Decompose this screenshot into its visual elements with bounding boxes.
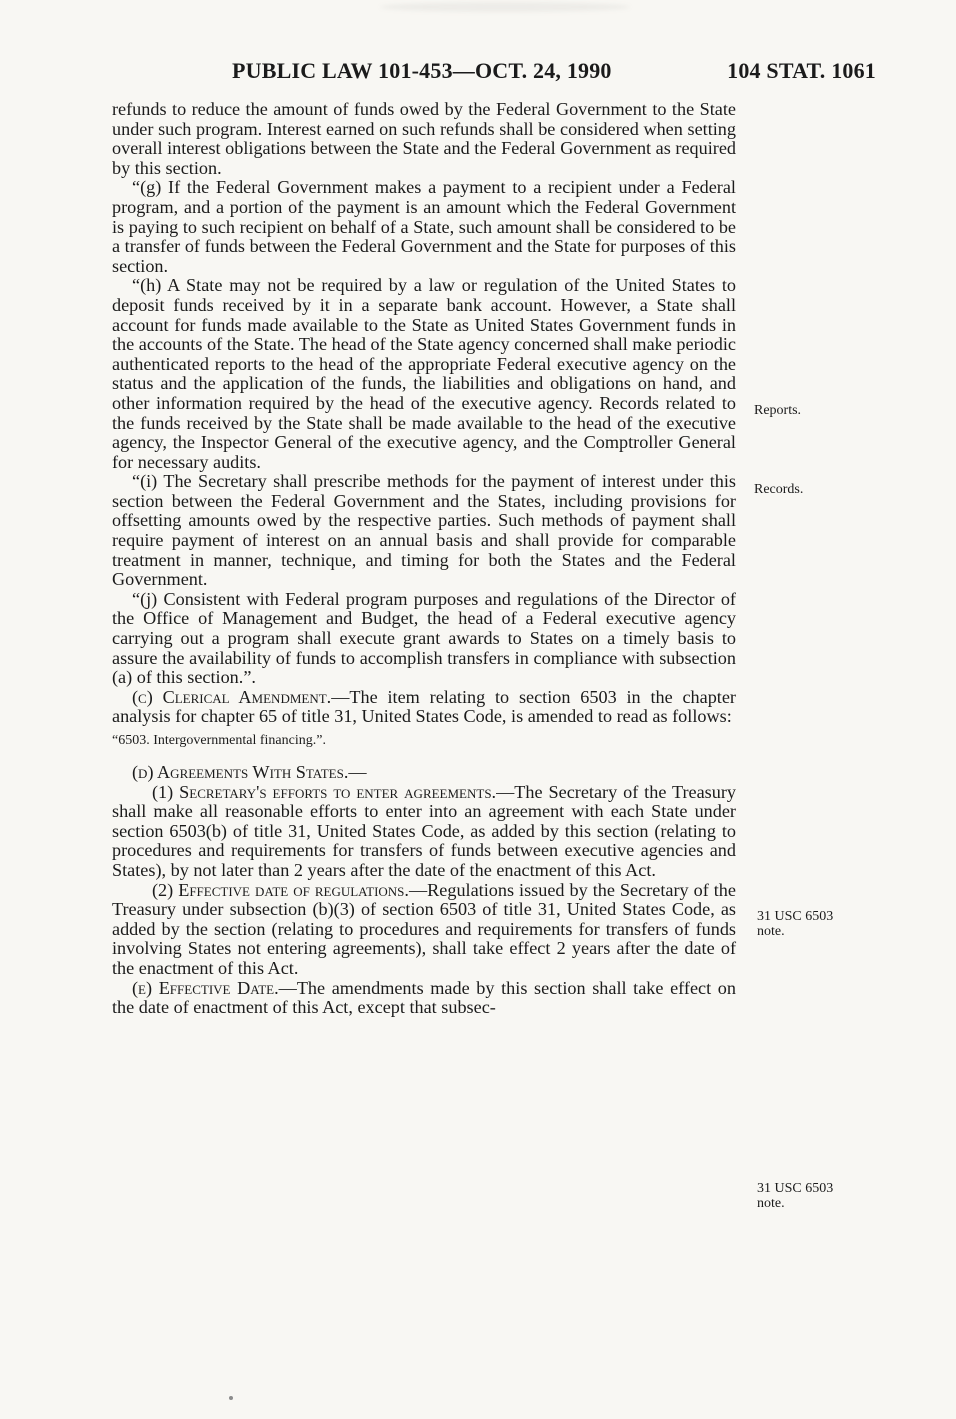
paragraph-d-dash: — (348, 762, 367, 782)
paragraph-d2-text: —Regulations issued by the Secretary of the Treasury under subsection (b)(3) of section 6503 of title 31, United States Code, as added by the section (relating to procedures and requirements for transfers of funds involving States not entering agreements), shall take effect 2 years after the date of the enactment of this Act. (112, 879, 736, 978)
paragraph-h: “(h) A State may not be required by a law or regulation of the United States to deposit funds received by it in a separate bank account. However, a State shall account for funds made available to the State as United States Government funds in the accounts of the State. The head of the State agency concerned shall make periodic authenticated reports to the head of the appropriate Federal executive agency on the status and the application of the funds, the liabilities and obligations on hand, and other information required by the head of the executive agency. Records related to the funds received by the State shall be made available to the head of the executive agency, the Inspector General of the executive agency, and the Comptroller General for necessary audits. (112, 275, 736, 472)
paragraph-e (112, 979, 736, 1018)
margin-note-usc-1 (757, 909, 833, 939)
running-head-left: PUBLIC LAW 101-453—OCT. 24, 1990 (232, 58, 612, 83)
scan-smudge (380, 2, 630, 12)
margin-note-usc-2-line1: 31 USC 6503 (757, 1181, 834, 1196)
margin-note-usc-1-line1: 31 USC 6503 (757, 909, 834, 924)
paragraph-d1-heading: (1) Secretary's efforts to enter agreements. (152, 781, 497, 802)
chapter-analysis-entry: “6503. Intergovernmental financing.”. (112, 733, 326, 748)
main-text (112, 100, 736, 1018)
margin-note-usc-2-line2: note. (757, 1196, 785, 1211)
margin-note-usc-2 (757, 1181, 833, 1211)
paragraph-e-text: —The amendments made by this section shall take effect on the date of enactment of this Act, except that subsec- (112, 977, 736, 1018)
margin-note-usc-1-line2: note. (757, 924, 785, 939)
paragraph-d2 (112, 881, 736, 979)
paragraph-continuation: refunds to reduce the amount of funds owed by the Federal Government to the State under such program. Interest earned on such refunds shall be considered when setting overall interest obligations between the State and the Federal Government as required by this section. (112, 99, 736, 178)
paragraph-g: “(g) If the Federal Government makes a payment to a recipient under a Federal program, and a portion of the payment is an amount which the Federal Government is paying to such recipient on behalf of a State, such amount shall be considered to be a transfer of funds between the Federal Government and the State for purposes of this section. (112, 177, 736, 276)
paragraph-d2-heading: (2) Effective date of regulations. (152, 879, 409, 900)
paragraph-e-heading: (e) Effective Date. (132, 977, 279, 998)
margin-note-records: Records. (754, 482, 804, 497)
paragraph-c-text: —The item relating to section 6503 in the chapter analysis for chapter 65 of title 31, United States Code, is amended to read as follows: (112, 686, 736, 727)
paragraph-j: “(j) Consistent with Federal program purposes and regulations of the Director of the Office of Management and Budget, the head of a Federal executive agency carrying out a program shall execute grant awards to States on a timely basis to assure the availability of funds to accomplish transfers in compliance with subsection (a) of this section.”. (112, 588, 736, 688)
paragraph-c-heading: (c) Clerical Amendment. (132, 686, 332, 707)
margin-note-reports: Reports. (754, 403, 802, 418)
paragraph-c (112, 688, 736, 727)
page-speck (229, 1396, 233, 1400)
paragraph-d (112, 763, 736, 783)
paragraph-d-heading: (d) Agreements With States. (132, 762, 349, 782)
running-head-right: 104 STAT. 1061 (727, 58, 876, 83)
paragraph-d1 (112, 783, 736, 881)
paragraph-d1-text: —The Secretary of the Treasury shall make all reasonable efforts to enter into an agreement with each State under section 6503(b) of title 31, United States Code, as added by this section (relating to procedures and requirements for transfers of funds between executive agencies and States), by not later than 2 years after the date of the enactment of this Act. (112, 781, 736, 880)
paragraph-i: “(i) The Secretary shall prescribe methods for the payment of interest under this section between the Federal Government and the States, including provisions for offsetting amounts owed by the respective parties. Such methods of payment shall require payment of interest on an annual basis and shall provide for comparable treatment in manner, technique, and timing for both the States and the Federal Government. (112, 471, 736, 590)
